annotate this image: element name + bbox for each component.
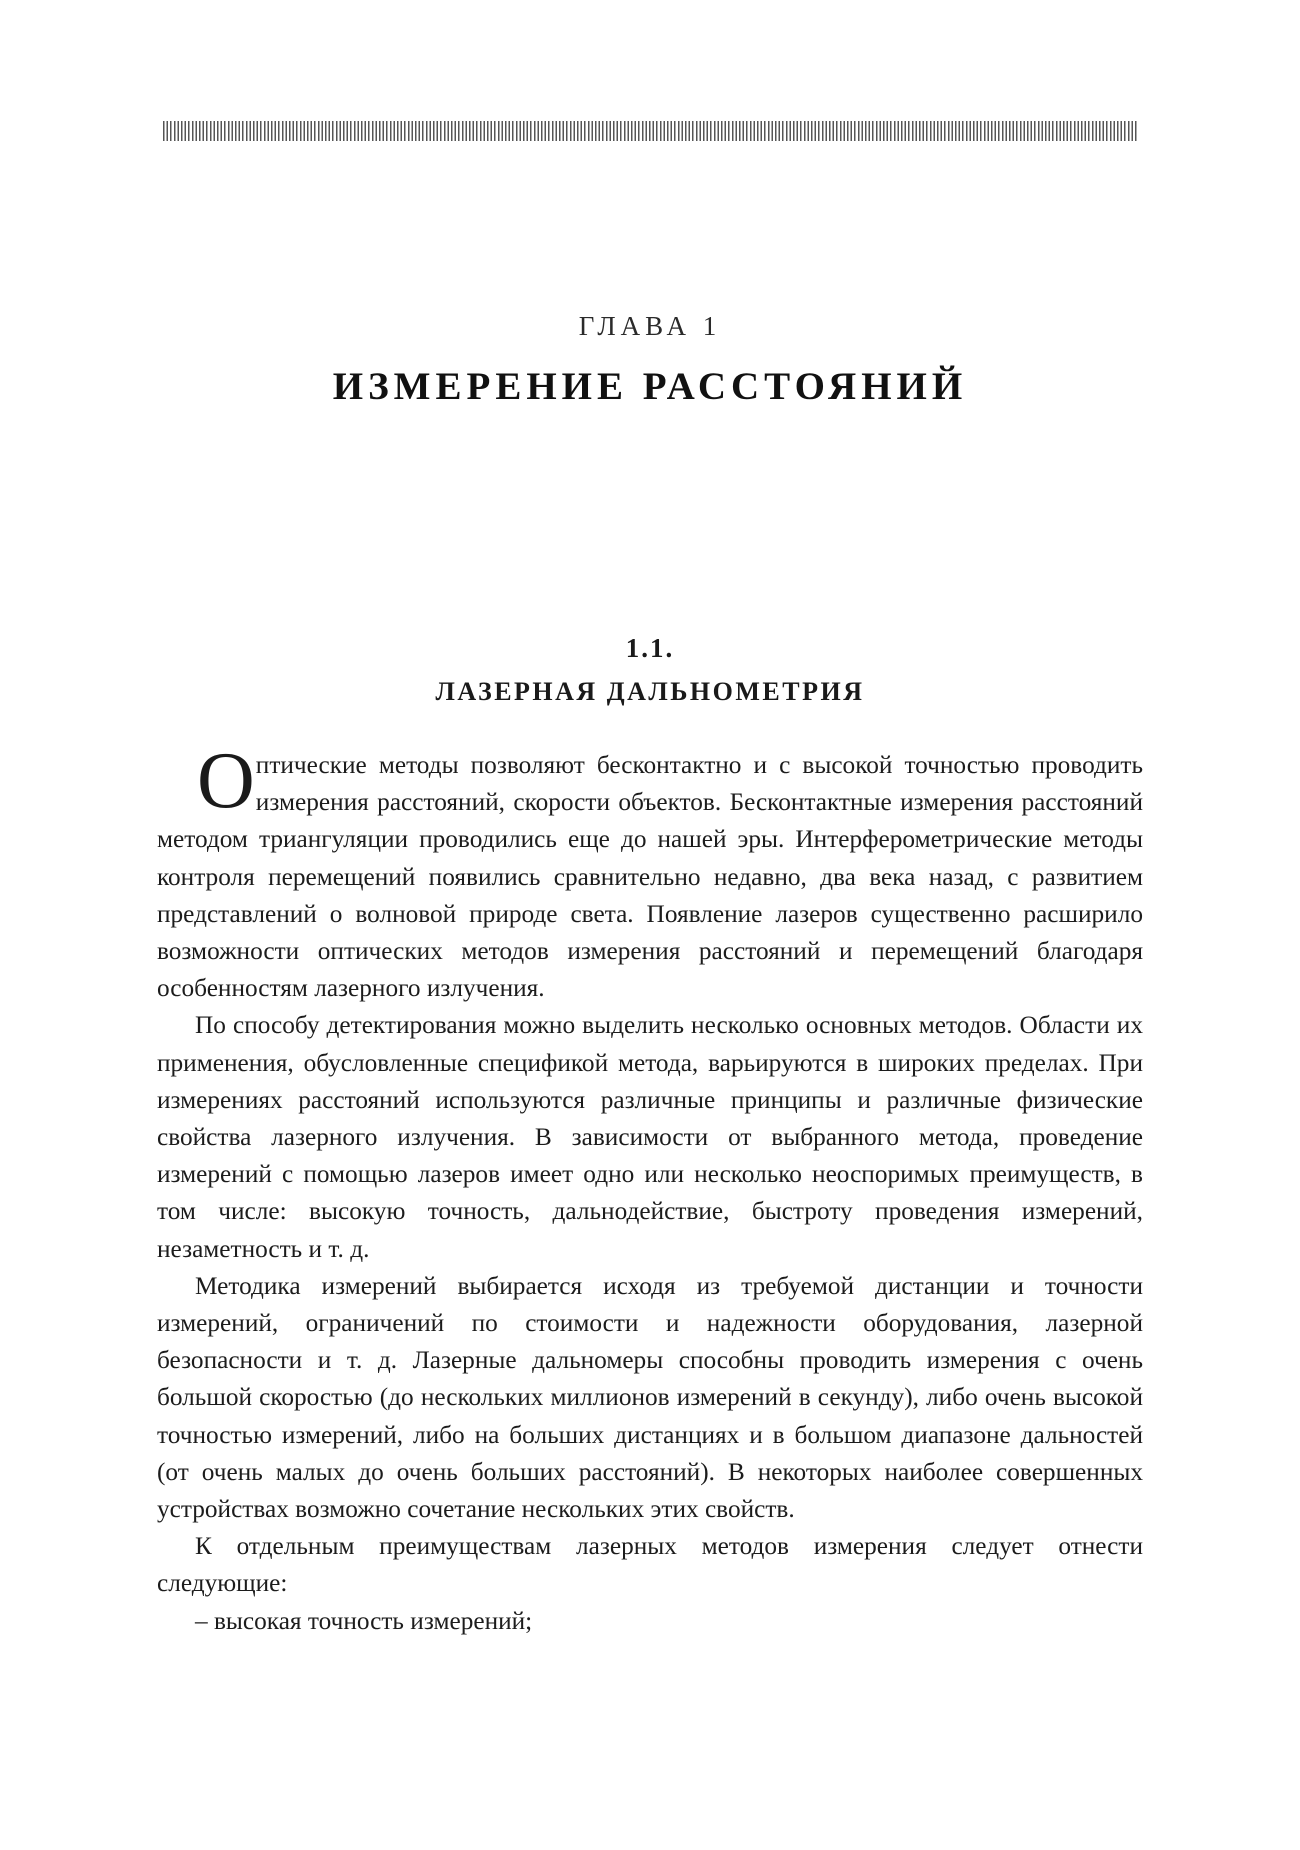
paragraph-3: Методика измерений выбирается исходя из требуемой дистанции и точности измерений, ограничений по стоимости и надежности оборудования, лазерной безопасности и т. д. Лазерные дальномеры способны проводить измерения с очень большой скоростью (до нескольких миллионов измерений в секунду), либо очень высокой точностью измерений, либо на больших дистанциях и в большом диапазоне дальностей (от очень малых до очень больших расстояний). В некоторых наиболее совершенных устройствах возможно сочетание нескольких этих свойств. [157,1271,1143,1524]
chapter-label: ГЛАВА 1 [578,311,722,341]
chapter-title: ИЗМЕРЕНИЕ РАССТОЯНИЙ [332,365,968,408]
header-rule-decoration [163,121,1137,141]
section-number: 1.1. [625,633,675,663]
section-title: ЛАЗЕРНАЯ ДАЛЬНОМЕТРИЯ [435,677,865,706]
paragraph-2: По способу детектирования можно выделить несколько основных методов. Области их применения, обусловленные спецификой метода, варьируются в широких пределах. При измерениях расстояний используются различные принципы и различные физические свойства лазерного излучения. В зависимости от выбранного метода, проведение измерений с помощью лазеров имеет одно или несколько неоспоримых преимуществ, в том числе: высокую точность, дальнодействие, быстроту проведения измерений, незаметность и т. д. [157,1011,1143,1263]
paragraph-1 [157,737,1143,1007]
paragraph-1-text: птические методы позволяют бесконтактно и с высокой точностью проводить измерения расстояний, скорости объектов. Бесконтактные измерения расстояний методом триангуляции проводились еще до нашей эры. Интерферометрические методы контроля перемещений появились сравнительно недавно, два века назад, с развитием представлений о волновой природе света. Появление лазеров существенно расширило возможности оптических методов измерения расстояний и перемещений благодаря особенностям лазерного излучения. [157,751,1143,1003]
list-item-1: – высокая точность измерений; [195,1606,533,1635]
paragraph-4: К отдельным преимуществам лазерных методов измерения следует отнести следующие: [157,1532,1143,1598]
body-text [157,737,1143,1640]
drop-cap: О [197,737,255,825]
